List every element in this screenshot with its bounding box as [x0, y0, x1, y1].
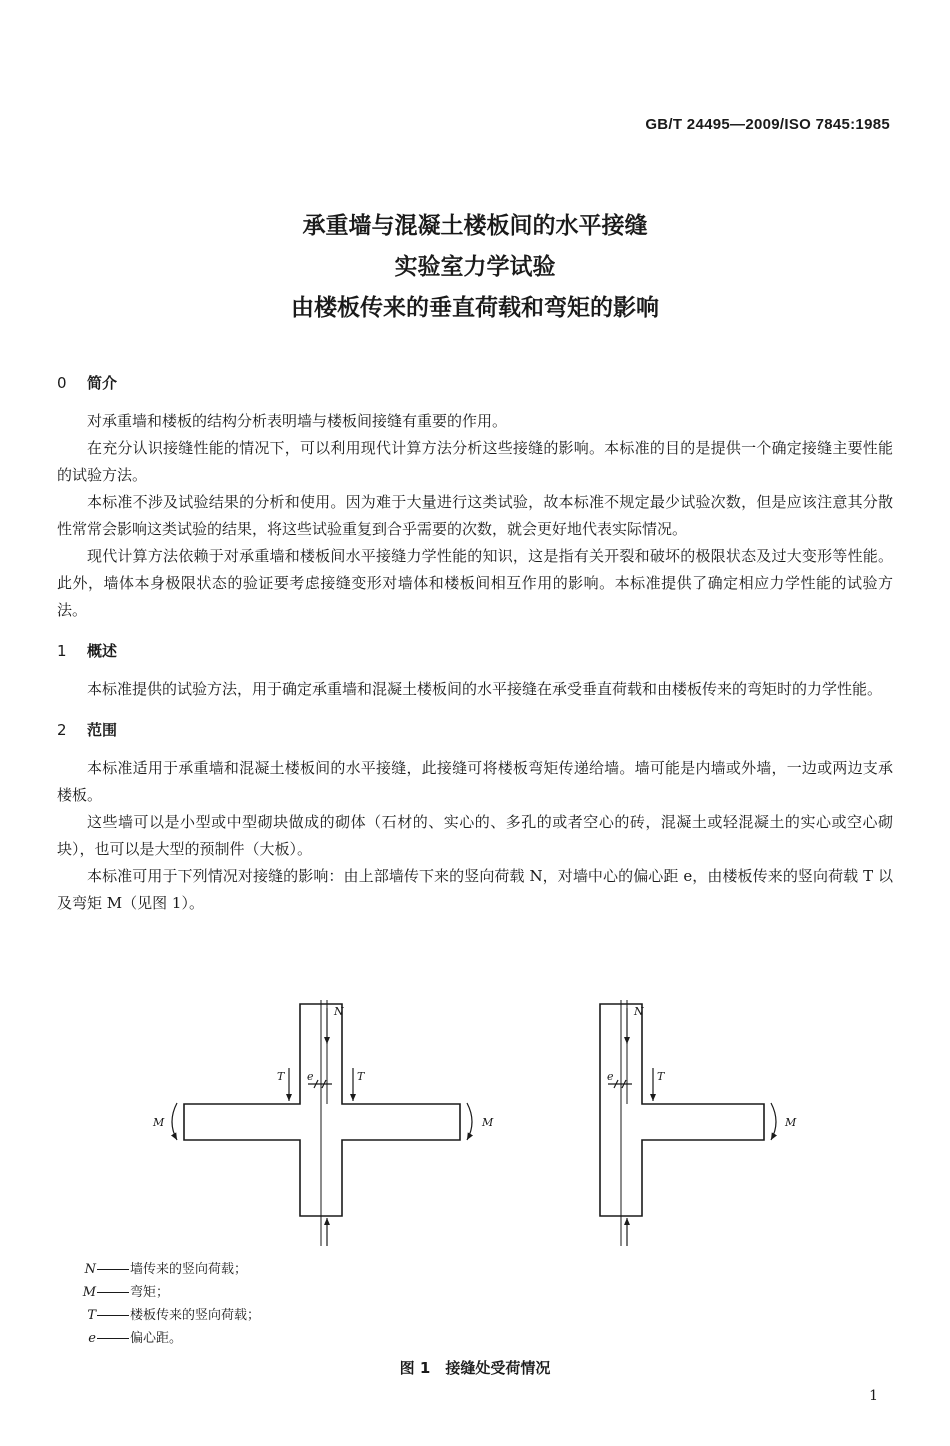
- legend-text: 墙传来的竖向荷载；: [130, 1262, 248, 1277]
- section-title: 范围: [87, 721, 118, 739]
- standard-code: GB/T 24495—2009/ISO 7845:1985: [645, 116, 890, 133]
- cross-joint-outline: [184, 1004, 460, 1216]
- legend-dash: [97, 1292, 129, 1293]
- section-title: 简介: [87, 374, 118, 392]
- section-2-heading: [57, 715, 893, 745]
- paragraph: 本标准不涉及试验结果的分析和使用。因为难于大量进行这类试验，故本标准不规定最少试验次数，但是应该注意其分散性常常会影响这类试验的结果，将这些试验重复到合乎需要的次数，就会更好地代表实际情况。: [57, 493, 893, 538]
- tee-joint-outline: [600, 1004, 764, 1216]
- label-t: T: [357, 1070, 365, 1083]
- figure-legend: [82, 1258, 260, 1350]
- paragraph: 本标准适用于承重墙和混凝土楼板间的水平接缝，此接缝可将楼板弯矩传递给墙。墙可能是内墙或外墙，一边或两边支承楼板。: [57, 759, 893, 804]
- legend-dash: [97, 1338, 129, 1339]
- moment-arc-left: [172, 1103, 177, 1140]
- title-line-2: 实验室力学试验: [394, 254, 556, 280]
- paragraph: 现代计算方法依赖于对承重墙和楼板间水平接缝力学性能的知识，这是指有关开裂和破坏的极限状态及过大变形等性能。此外，墙体本身极限状态的验证要考虑接缝变形对墙体和楼板间相互作用的影响。本标准提供了确定相应力学性能的试验方法。: [57, 547, 893, 619]
- label-t: T: [277, 1070, 285, 1083]
- legend-item: [82, 1304, 260, 1327]
- label-n: N: [334, 1005, 344, 1018]
- figure-1-diagram: [0, 1000, 950, 1260]
- section-title: 概述: [87, 642, 118, 660]
- label-m: M: [153, 1116, 165, 1129]
- section-number: 0: [57, 374, 67, 392]
- paragraph: 在充分认识接缝性能的情况下，可以利用现代计算方法分析这些接缝的影响。本标准的目的是提供一个确定接缝主要性能的试验方法。: [57, 439, 893, 484]
- label-e: e: [307, 1070, 314, 1083]
- paragraph: 对承重墙和楼板的结构分析表明墙与楼板间接缝有重要的作用。: [87, 412, 508, 430]
- document-title: [0, 206, 950, 329]
- label-e: e: [607, 1070, 614, 1083]
- paragraph: 这些墙可以是小型或中型砌块做成的砌体（石材的、实心的、多孔的或者空心的砖，混凝土或轻混凝土的实心或空心砌块），也可以是大型的预制件（大板）。: [57, 813, 893, 858]
- title-line-3: 由楼板传来的垂直荷载和弯矩的影响: [291, 295, 659, 321]
- section-1-heading: [57, 636, 893, 666]
- moment-arc-right: [771, 1103, 776, 1140]
- moment-arc-right: [467, 1103, 472, 1140]
- legend-dash: [97, 1269, 129, 1270]
- section-number: 2: [57, 721, 67, 739]
- legend-item: [82, 1281, 260, 1304]
- legend-symbol: N: [84, 1262, 96, 1277]
- legend-text: 偏心距。: [130, 1331, 183, 1346]
- document-body: [57, 368, 893, 917]
- title-line-1: 承重墙与混凝土楼板间的水平接缝: [302, 213, 648, 239]
- section-0-heading: [57, 368, 893, 398]
- label-m: M: [482, 1116, 494, 1129]
- legend-text: 楼板传来的竖向荷载；: [130, 1308, 261, 1323]
- paragraph: 本标准提供的试验方法，用于确定承重墙和混凝土楼板间的水平接缝在承受垂直荷载和由楼板传来的弯矩时的力学性能。: [87, 680, 883, 698]
- paragraph: 本标准可用于下列情况对接缝的影响：由上部墙传下来的竖向荷载 N，对墙中心的偏心距 e，由楼板传来的竖向荷载 T 以及弯矩 M（见图 1）。: [57, 867, 893, 912]
- legend-item: [82, 1258, 260, 1281]
- legend-symbol: e: [88, 1331, 96, 1346]
- figure-caption: 图 1 接缝处受荷情况: [399, 1359, 551, 1377]
- legend-symbol: T: [87, 1308, 96, 1323]
- section-number: 1: [57, 642, 67, 660]
- label-n: N: [634, 1005, 644, 1018]
- label-m: M: [785, 1116, 797, 1129]
- legend-dash: [97, 1315, 129, 1316]
- page-number: 1: [869, 1388, 878, 1404]
- legend-item: [82, 1327, 260, 1350]
- legend-symbol: M: [82, 1285, 96, 1300]
- label-t: T: [657, 1070, 665, 1083]
- legend-text: 弯矩；: [130, 1285, 170, 1300]
